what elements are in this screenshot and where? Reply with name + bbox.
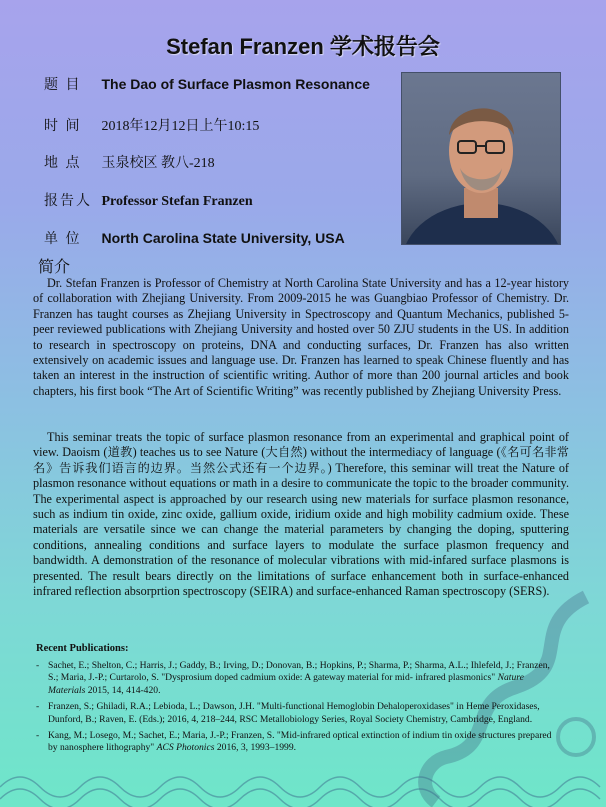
publications-heading: Recent Publications:: [36, 643, 129, 654]
time-label: 时 间: [44, 119, 82, 134]
topic-label: 题 目: [44, 78, 82, 93]
publication-item: - Kang, M.; Losego, M.; Sachet, E.; Maria, J.-P.; Franzen, S. "Mid-infrared optical extinction of indium tin oxide structures prepared by nanosphere lithography" ACS Photonics 2016, 3, 1993–1999.: [36, 730, 556, 755]
time-value: 2018年12月12日上午10:15: [101, 119, 260, 134]
bio-heading: 简介: [38, 259, 71, 276]
topic-value: The Dao of Surface Plasmon Resonance: [101, 76, 370, 92]
unit-label: 单 位: [44, 232, 82, 247]
topic-row: [44, 74, 370, 94]
speaker-label: 报告人: [44, 194, 92, 209]
time-row: [44, 115, 259, 135]
place-row: [44, 152, 215, 172]
speaker-value: Professor Stefan Franzen: [101, 194, 253, 209]
publication-item: - Sachet, E.; Shelton, C.; Harris, J.; Gaddy, B.; Irving, D.; Donovan, B.; Hopkins, P.; Sharma, P.; Sharma, A.L.; Ihlefeld, J.; Franzen, S.; Maria, J.-P.; Curtarolo, S. "Dysprosium doped cadmium oxide: A gateway material for mid- infrared plasmonics" Nature Materials 2015, 14, 414-420.: [36, 660, 556, 697]
bio-paragraph-2: This seminar treats the topic of surface plasmon resonance from an experimental and graphical point of view. Daoism (道教) teaches us to see Nature (大自然) without the intermediacy of language (《名可名非常名》告诉我们语言的边界。当然公式还有一个边界。) Therefore, this seminar will treat the Nature of plasmon resonance without equations or math in a desire to communicate the topic to the broader community. The experimental aspect is approached by our research using new materials for surface plasmon resonance, such as indium tin oxide, zinc oxide, gallium oxide, iridium oxide and high mobility cadmium oxide. These materials are versatile since we can change the material parameters by changing the doping, sputtering conditions, annealing conditions and surface layers to modulate the surface plasmon frequency and bandwidth. A demonstration of the resonance of molecular vibrations with mid-infared surface plasmons is presented. The result bears directly on the limitations of surface enhancement both in surface-enhanced infrared reflection absorprtion spectroscopy (SEIRA) and surface-enhanced Raman spectroscopy (SERS).: [33, 430, 569, 599]
bio-paragraph-1: Dr. Stefan Franzen is Professor of Chemistry at North Carolina State University and has a 12-year history of collaboration with Zhejiang University. From 2009-2015 he was Guangbiao Professor of Chemistry. Dr. Franzen has taught courses as Zhejiang University in Spectroscopy and Quantum Mechanics, published 5-peer reviewed publications with Zhejiang University and hosted over 50 ZJU students in the US. In addition to research in spectroscopy on proteins, DNA and conducting surfaces, Dr. Franzen has also written extensively on academic issues and language use. Dr. Franzen has learned to speak Chinese fluently and has taken an interest in the instruction of scientific writing. Author of more than 200 journal articles and book chapters, his first book “The Art of Scientific Writing” was recently published by Zhejiang University Press.: [33, 276, 569, 398]
page-title: Stefan Franzen 学术报告会: [166, 34, 440, 59]
publication-item: - Franzen, S.; Ghiladi, R.A.; Lebioda, L.; Dawson, J.H. "Multi-functional Hemoglobin Dehaloperoxidases" in Heme Peroxidases, Dunford, B.; Raven, E. (Eds.); 2016, 4, 218–244, RSC Metallobiology Series, Royal Society Chemistry, Cambridge, England.: [36, 701, 556, 726]
place-value: 玉泉校区 教八-218: [101, 156, 215, 171]
unit-row: [44, 228, 345, 248]
speaker-row: [44, 190, 253, 210]
publications-list: [36, 660, 556, 759]
speaker-photo: [401, 72, 561, 245]
place-label: 地 点: [44, 156, 82, 171]
unit-value: North Carolina State University, USA: [101, 230, 345, 246]
